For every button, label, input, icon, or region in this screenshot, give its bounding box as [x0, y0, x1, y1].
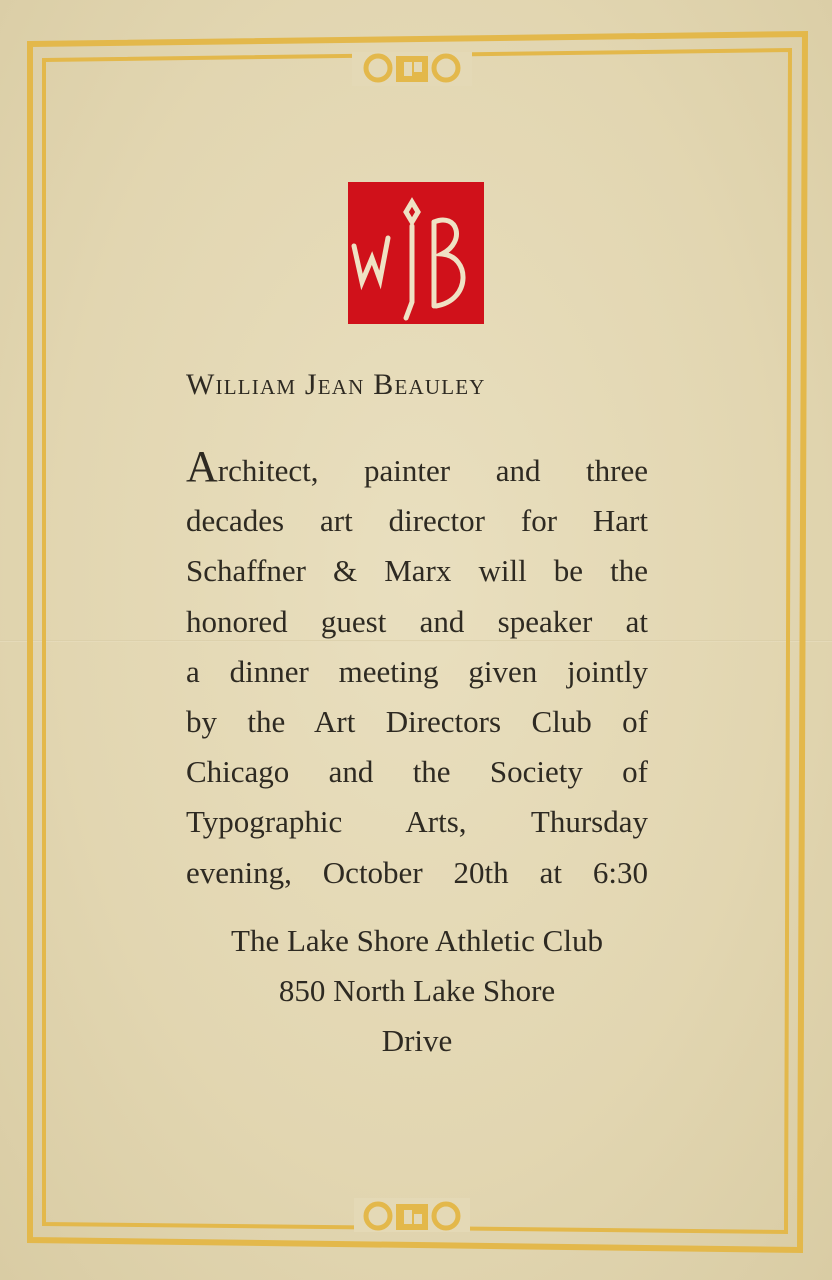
venue-address: [186, 916, 648, 1066]
bottom-ornament: [354, 1198, 470, 1232]
honoree-name: William Jean Beauley: [186, 368, 486, 401]
initial-capital: A: [186, 442, 218, 491]
venue-name: The Lake Shore Athletic Club: [231, 923, 603, 958]
announcement-line: a dinner meeting given jointly: [186, 653, 648, 689]
announcement-line: decades art director for Hart: [186, 503, 648, 539]
top-ornament: [352, 52, 472, 86]
monogram-stamp: [348, 182, 484, 324]
announcement-line: Chicago and the Society of: [186, 754, 648, 790]
announcement-line: Architect, painter and three: [186, 442, 648, 491]
announcement-line: honored guest and speaker at: [186, 603, 648, 639]
announcement-line: by the Art Directors Club of: [186, 704, 648, 740]
announcement-text: [186, 442, 648, 898]
announcement-line: Typographic Arts, Thursday: [186, 804, 648, 840]
announcement-line: evening, October 20th at 6:30: [186, 854, 648, 890]
venue-street-suffix: Drive: [381, 1023, 453, 1058]
venue-street: 850 North Lake Shore: [278, 973, 556, 1008]
announcement-line: Schaffner & Marx will be the: [186, 553, 648, 589]
